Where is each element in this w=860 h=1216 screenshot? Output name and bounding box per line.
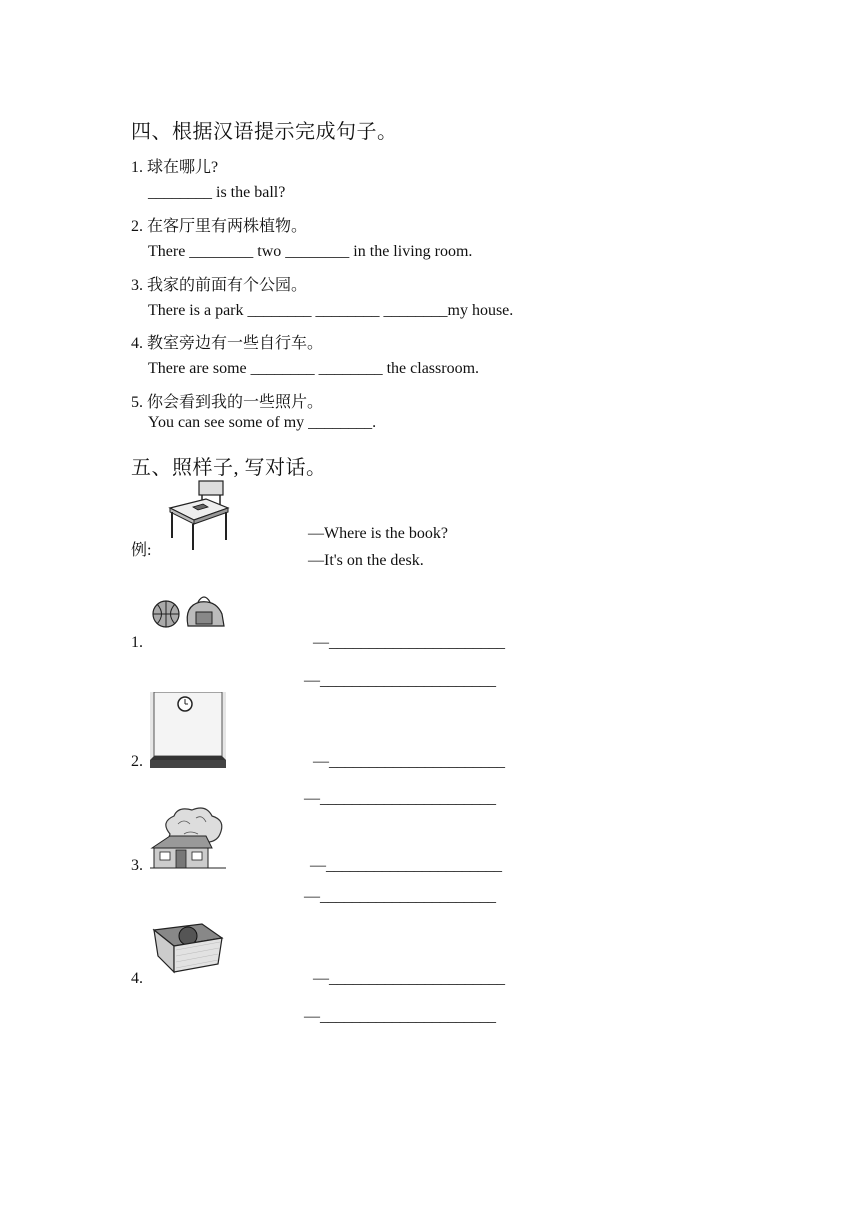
clock-on-wall-icon [150,692,226,768]
ball-and-bag-icon [150,590,226,630]
s4-item4-english: There are some ________ ________ the classroom. [148,360,480,377]
section4-heading: 四、根据汉语提示完成句子。 [131,121,398,143]
s4-item3-english: There is a park ________ ________ ________my house. [148,302,514,319]
item1-answer-line1[interactable]: —______________________ [313,634,505,651]
item4-number: 4. [131,970,143,987]
item1-number: 1. [131,634,143,651]
s4-item4-chinese: 4. 教室旁边有一些自行车。 [131,335,324,352]
s4-item2-english: There ________ two ________ in the living room. [148,243,473,260]
ball-in-box-icon [150,920,226,976]
item3-answer-line2[interactable]: —______________________ [304,888,496,905]
section5-heading: 五、照样子, 写对话。 [131,457,327,479]
tree-behind-house-icon [150,804,228,874]
s4-item3-chinese: 3. 我家的前面有个公园。 [131,277,308,294]
item4-answer-line2[interactable]: —______________________ [304,1008,496,1025]
s4-item1-chinese: 1. 球在哪儿? [131,159,219,176]
item2-answer-line1[interactable]: —______________________ [313,753,505,770]
example-answer: —It's on the desk. [308,552,424,569]
item2-number: 2. [131,753,143,770]
s4-item5-english: You can see some of my ________. [148,414,377,431]
desk-with-book-icon [166,478,232,552]
example-question: —Where is the book? [308,525,448,542]
s4-item5-chinese: 5. 你会看到我的一些照片。 [131,394,324,411]
item1-answer-line2[interactable]: —______________________ [304,672,496,689]
s4-item1-english: ________ is the ball? [148,184,286,201]
item2-answer-line2[interactable]: —______________________ [304,790,496,807]
item3-number: 3. [131,857,143,874]
s4-item2-chinese: 2. 在客厅里有两株植物。 [131,218,308,235]
example-label: 例: [131,542,152,559]
item4-answer-line1[interactable]: —______________________ [313,970,505,987]
item3-answer-line1[interactable]: —______________________ [310,857,502,874]
